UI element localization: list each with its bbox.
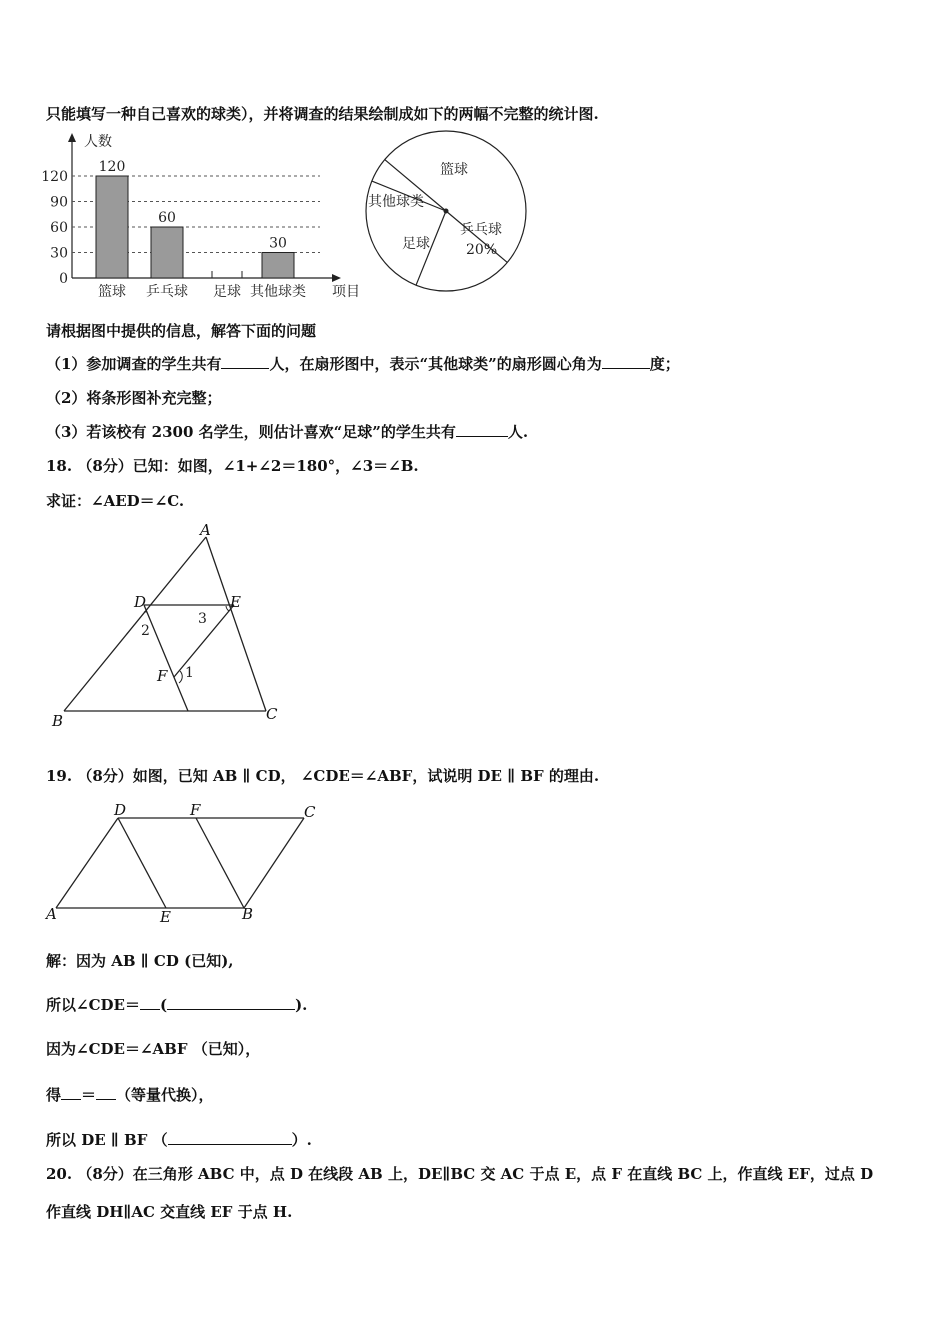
q19-step5-a: 所以 DE ∥ BF （	[46, 1131, 168, 1149]
x-category-label: 足球	[213, 284, 241, 300]
q19-step4-a: 得	[46, 1086, 62, 1104]
bar-data-label: 120	[98, 159, 126, 175]
pie-label-pingpong-pct: 20%	[466, 242, 498, 258]
pie-label-pingpong: 乒乓球	[460, 222, 502, 238]
x-category-label: 乒乓球	[146, 284, 188, 300]
q18-header: 18. （8分）已知：如图，∠1+∠2＝180°，∠3＝∠B.	[46, 457, 419, 475]
q17-prompt: 请根据图中提供的信息，解答下面的问题	[46, 322, 317, 340]
answer-blank-2[interactable]	[602, 368, 650, 369]
q19-step4-b: ＝	[81, 1086, 97, 1104]
answer-blank-1[interactable]	[221, 368, 269, 369]
q17-part3-a: （3）若该校有 2300 名学生，则估计喜欢“足球”的学生共有	[46, 423, 456, 441]
intro-text: 只能填写一种自己喜欢的球类），并将调查的结果绘制成如下的两幅不完整的统计图.	[46, 105, 599, 123]
answer-blank-6[interactable]	[61, 1099, 81, 1100]
q19-step1: 解：因为 AB ∥ CD (已知),	[46, 952, 234, 970]
q18-label-C: C	[266, 705, 278, 723]
pie-chart	[362, 130, 537, 295]
q19-label-A: A	[46, 905, 57, 923]
q18-angle-3: 3	[198, 611, 207, 627]
bar-data-label: 60	[158, 210, 176, 226]
answer-blank-5[interactable]	[167, 1009, 295, 1010]
q19-header: 19. （8分）如图，已知 AB ∥ CD， ∠CDE＝∠ABF，试说明 DE ∥ BF 的理由.	[46, 767, 600, 785]
bar-ylabel: 人数	[84, 134, 112, 150]
y-tick-label: 60	[50, 220, 68, 236]
q19-step4-c: （等量代换），	[116, 1086, 214, 1104]
q18-label-E: E	[230, 593, 241, 611]
q17-part3-b: 人.	[507, 423, 529, 441]
q19-step2	[46, 994, 307, 1015]
y-tick-label: 30	[50, 245, 68, 262]
q18-label-F: F	[157, 667, 168, 685]
q19-label-C: C	[304, 803, 316, 821]
x-category-label: 篮球	[98, 284, 126, 300]
q20-line2: 作直线 DH∥AC 交直线 EF 于点 H.	[46, 1203, 293, 1221]
pie-center	[444, 209, 449, 214]
q19-step2-c: ).	[295, 996, 308, 1014]
q19-step4	[46, 1084, 214, 1105]
answer-blank-4[interactable]	[140, 1009, 160, 1010]
q19-label-B: B	[242, 905, 254, 923]
q18-angle-2: 2	[141, 623, 150, 639]
q17-part1-a: （1）参加调查的学生共有	[46, 355, 222, 373]
pie-label-basketball: 篮球	[440, 162, 468, 178]
q19-label-E: E	[160, 908, 171, 925]
q19-step2-a: 所以∠CDE＝	[46, 996, 140, 1014]
q17-part3	[46, 421, 528, 442]
bar-xlabel: 项目	[332, 284, 360, 300]
q17-part1-b: 人，在扇形图中，表示“其他球类”的扇形圆心角为	[269, 355, 602, 373]
q18-angle-1: 1	[185, 665, 194, 681]
pie-label-football: 足球	[402, 236, 430, 252]
bar-yticks	[41, 169, 68, 287]
answer-blank-7[interactable]	[96, 1099, 116, 1100]
bar-xlabels	[98, 283, 306, 300]
pie-label-other: 其他球类	[368, 194, 424, 210]
q17-part1-c: 度；	[649, 355, 680, 373]
q19-step5	[46, 1129, 312, 1150]
y-tick-label: 0	[59, 271, 68, 287]
y-tick-label: 90	[50, 194, 68, 211]
bar-0	[96, 176, 128, 278]
q18-label-D: D	[134, 593, 147, 611]
q19-step5-b: ）.	[291, 1131, 312, 1149]
q18-prove: 求证：∠AED＝∠C.	[46, 492, 185, 510]
q17-part1	[46, 353, 680, 374]
q20-line1: 20. （8分）在三角形 ABC 中，点 D 在线段 AB 上，DE∥BC 交 AC 于点 E，点 F 在直线 BC 上，作直线 EF，过点 D	[46, 1165, 874, 1183]
q19-figure	[40, 795, 330, 925]
q18-label-A: A	[200, 521, 211, 539]
bar-bars	[96, 159, 294, 278]
q19-label-F: F	[190, 801, 201, 819]
bar-data-label: 30	[269, 235, 287, 252]
q18-figure	[40, 515, 300, 735]
q19-label-D: D	[114, 801, 127, 819]
y-tick-label: 120	[41, 169, 68, 185]
answer-blank-3[interactable]	[456, 436, 508, 437]
bar-chart	[40, 130, 370, 305]
x-category-label: 其他球类	[250, 284, 306, 300]
bar-3	[262, 253, 294, 279]
q19-step2-b: (	[159, 996, 168, 1014]
q18-label-B: B	[52, 712, 64, 730]
q17-part2: （2）将条形图补充完整；	[46, 389, 222, 407]
answer-blank-8[interactable]	[168, 1144, 292, 1145]
bar-1	[151, 227, 183, 278]
q19-step3: 因为∠CDE＝∠ABF （已知），	[46, 1040, 261, 1058]
